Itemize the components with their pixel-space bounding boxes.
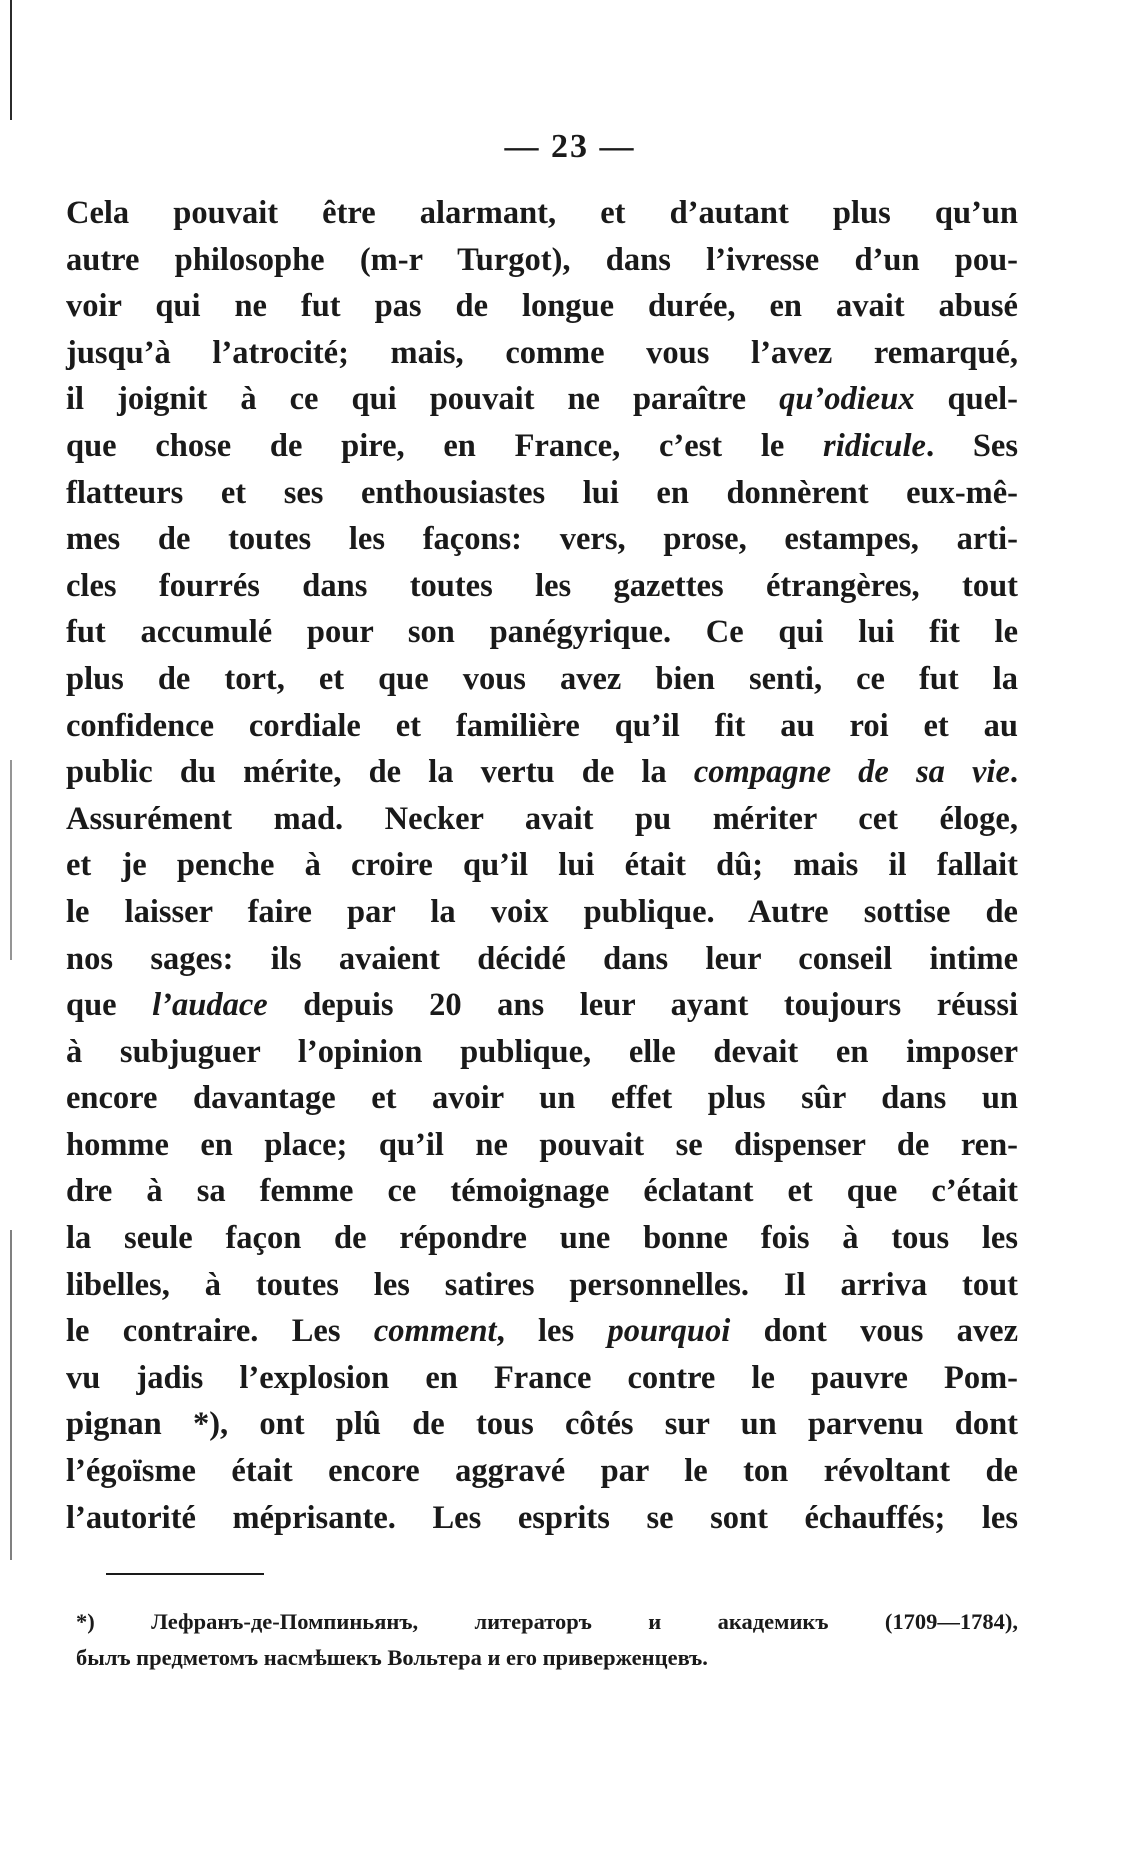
- text-line: [66, 516, 1018, 563]
- footnote-line: былъ предметомъ насмѣшекъ Вольтера и его приверженцевъ.: [76, 1645, 708, 1670]
- text-line: [66, 1495, 1018, 1542]
- text-segment: nos sages: ils avaient décidé dans leur conseil intime: [66, 940, 1018, 977]
- text-line: [66, 1448, 1018, 1495]
- text-segment: le laisser faire par la voix publique. Autre sottise de: [66, 893, 1018, 930]
- footnote: [76, 1604, 1018, 1676]
- text-segment: dre à sa femme ce témoignage éclatant et que c’était: [66, 1173, 1018, 1210]
- text-line: [66, 376, 1018, 423]
- text-segment: . Ses: [925, 427, 1018, 464]
- text-segment: la seule façon de répondre une bonne fois à tous les: [66, 1220, 1018, 1257]
- page-edge-line: [10, 1230, 12, 1560]
- italic-phrase: pourquoi: [607, 1313, 731, 1350]
- text-segment: homme en place; qu’il ne pouvait se dispenser de ren-: [66, 1126, 1018, 1163]
- page-edge-line: [10, 760, 12, 960]
- text-segment: fut accumulé pour son panégyrique. Ce qui lui fit le: [66, 614, 1018, 651]
- text-segment: flatteurs et ses enthousiastes lui en donnèrent eux-mê-: [66, 474, 1018, 511]
- page-number: — 23 —: [504, 128, 636, 165]
- text-segment: encore davantage et avoir un effet plus sûr dans un: [66, 1080, 1018, 1117]
- text-segment: à subjuguer l’opinion publique, elle devait en imposer: [66, 1033, 1018, 1070]
- text-line: [66, 936, 1018, 983]
- text-line: [66, 609, 1018, 656]
- text-segment: que: [66, 987, 153, 1024]
- italic-phrase: comment: [373, 1313, 497, 1350]
- page-edge-line: [10, 0, 12, 120]
- text-segment: il joignit à ce qui pouvait ne paraître: [66, 381, 780, 418]
- footnote-divider: [106, 1573, 264, 1575]
- text-segment: confidence cordiale et familière qu’il fit au roi et au: [66, 707, 1018, 744]
- text-line: [66, 889, 1018, 936]
- text-line: [66, 1168, 1018, 1215]
- text-segment: pignan *), ont plû de tous côtés sur un parvenu dont: [66, 1406, 1018, 1443]
- text-segment: que chose de pire, en France, c’est le: [66, 427, 824, 464]
- italic-phrase: qu’odieux: [779, 381, 915, 418]
- text-segment: .: [1009, 754, 1018, 791]
- text-segment: public du mérite, de la vertu de la: [66, 754, 694, 791]
- text-segment: l’autorité méprisante. Les esprits se sont échauffés; les: [66, 1499, 1018, 1536]
- text-segment: plus de tort, et que vous avez bien senti, ce fut la: [66, 660, 1018, 697]
- text-line: [66, 283, 1018, 330]
- text-line: [66, 563, 1018, 610]
- text-segment: voir qui ne fut pas de longue durée, en avait abusé: [66, 288, 1018, 325]
- italic-phrase: compagne de sa vie: [693, 754, 1010, 791]
- text-line: [66, 703, 1018, 750]
- text-segment: quel-: [914, 381, 1018, 418]
- text-segment: l’égoïsme était encore aggravé par le ton révoltant de: [66, 1453, 1018, 1490]
- text-segment: Cela pouvait être alarmant, et d’autant plus qu’un: [66, 195, 1018, 231]
- text-segment: , les: [496, 1313, 608, 1350]
- text-line: [66, 330, 1018, 377]
- text-line: [66, 842, 1018, 889]
- text-line: [66, 796, 1018, 843]
- text-line: [66, 190, 1018, 237]
- text-line: [66, 1308, 1018, 1355]
- text-line: [66, 1122, 1018, 1169]
- text-line: [66, 1075, 1018, 1122]
- body-text: [66, 190, 1018, 1541]
- text-segment: jusqu’à l’atrocité; mais, comme vous l’avez remarqué,: [66, 334, 1018, 371]
- text-segment: dont vous avez: [730, 1313, 1018, 1350]
- text-line: [66, 749, 1018, 796]
- text-line: [66, 1355, 1018, 1402]
- text-line: [66, 470, 1018, 517]
- text-segment: libelles, à toutes les satires personnelles. Il arriva tout: [66, 1266, 1018, 1303]
- text-line: [66, 237, 1018, 284]
- italic-phrase: ridicule: [823, 427, 926, 464]
- text-line: [66, 423, 1018, 470]
- text-line: [66, 1215, 1018, 1262]
- text-segment: et je penche à croire qu’il lui était dû; mais il fallait: [66, 847, 1018, 884]
- text-segment: depuis 20 ans leur ayant toujours réussi: [267, 987, 1019, 1024]
- text-line: [66, 1262, 1018, 1309]
- text-segment: le contraire. Les: [66, 1313, 374, 1350]
- italic-phrase: l’audace: [152, 987, 268, 1024]
- text-line: [66, 1401, 1018, 1448]
- text-segment: mes de toutes les façons: vers, prose, estampes, arti-: [66, 521, 1018, 558]
- text-line: [66, 982, 1018, 1029]
- text-segment: cles fourrés dans toutes les gazettes étrangères, tout: [66, 567, 1018, 604]
- text-line: [66, 656, 1018, 703]
- text-segment: Assurément mad. Necker avait pu mériter cet éloge,: [66, 800, 1018, 837]
- text-segment: autre philosophe (m-r Turgot), dans l’ivresse d’un pou-: [66, 241, 1018, 278]
- text-line: [66, 1029, 1018, 1076]
- text-segment: vu jadis l’explosion en France contre le pauvre Pom-: [66, 1359, 1018, 1396]
- footnote-line: *) Лефранъ-де-Помпиньянъ, литераторъ и академикъ (1709—1784),: [76, 1609, 1018, 1634]
